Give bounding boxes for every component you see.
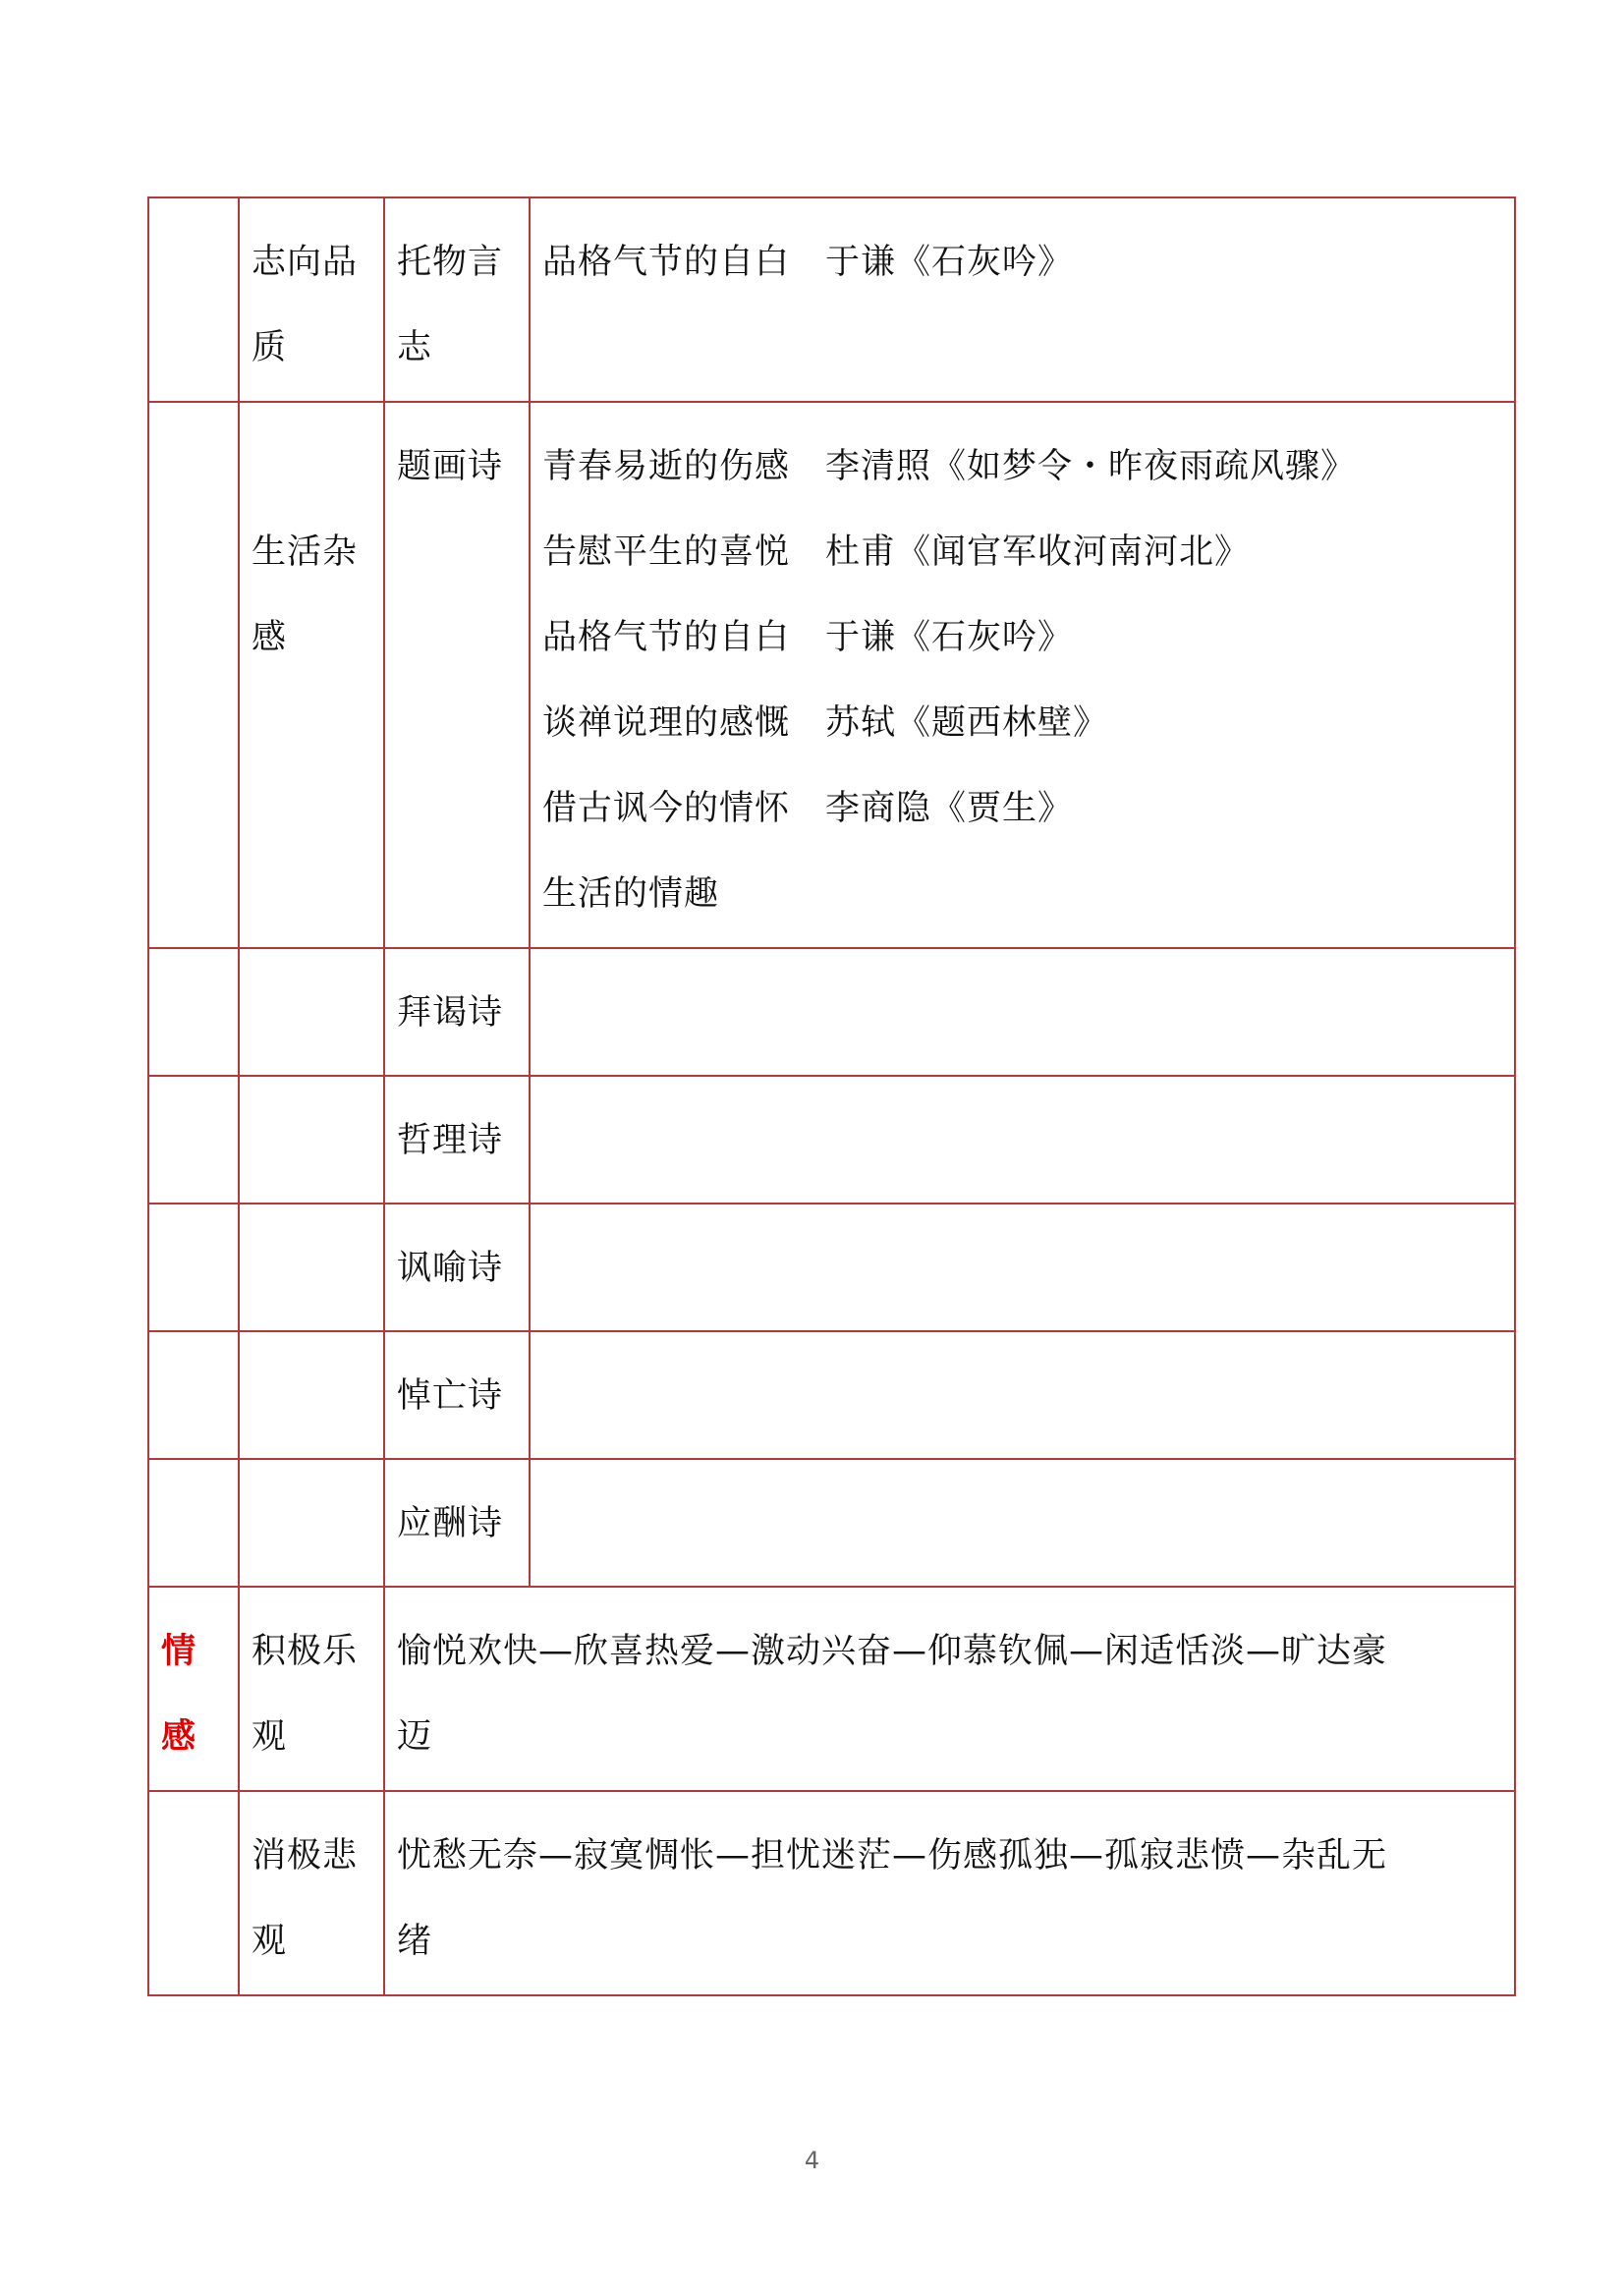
content-cell: 忧愁无奈—寂寞惆怅—担忧迷茫—伤感孤独—孤寂悲愤—杂乱无 绪	[384, 1791, 1515, 1995]
subcategory-cell: 消极悲 观	[239, 1791, 384, 1995]
content-cell: 愉悦欢快—欣喜热爱—激动兴奋—仰慕钦佩—闲适恬淡—旷达豪 迈	[384, 1587, 1515, 1791]
subcategory-cell: 志向品 质	[239, 197, 384, 402]
content-cell	[530, 948, 1515, 1076]
table-row	[148, 1791, 1515, 1995]
poem-type-cell: 悼亡诗	[384, 1331, 530, 1459]
emotion-category-cell: 情 感	[148, 1587, 239, 1791]
poem-type-cell: 哲理诗	[384, 1076, 530, 1204]
poem-type-cell: 讽喻诗	[384, 1204, 530, 1331]
content-cell	[530, 1204, 1515, 1331]
poem-type-cell: 托物言 志	[384, 197, 530, 402]
page-number: 4	[804, 2147, 820, 2174]
table-row	[148, 948, 1515, 1076]
table-row	[148, 402, 1515, 948]
category-cell	[148, 197, 239, 402]
subcategory-cell: 生活杂 感	[239, 402, 384, 948]
table-row	[148, 1587, 1515, 1791]
category-cell	[148, 402, 239, 948]
poetry-classification-table	[147, 196, 1516, 1996]
table-row	[148, 1204, 1515, 1331]
content-cell: 青春易逝的伤感 李清照《如梦令・昨夜雨疏风骤》 告慰平生的喜悦 杜甫《闻官军收河南河北》 品格气节的自白 于谦《石灰吟》 谈禅说理的感慨 苏轼《题西林壁》 借古讽今的情怀 李商隐《贾生》 生活的情趣	[530, 402, 1515, 948]
content-cell	[530, 1076, 1515, 1204]
poem-type-cell: 题画诗	[384, 402, 530, 948]
subcategory-cell: 积极乐 观	[239, 1587, 384, 1791]
content-cell: 品格气节的自白 于谦《石灰吟》	[530, 197, 1515, 402]
table-row	[148, 1331, 1515, 1459]
table-row	[148, 1076, 1515, 1204]
content-cell	[530, 1331, 1515, 1459]
table-row	[148, 197, 1515, 402]
poem-type-cell: 应酬诗	[384, 1459, 530, 1587]
table-row	[148, 1459, 1515, 1587]
content-cell	[530, 1459, 1515, 1587]
poem-type-cell: 拜谒诗	[384, 948, 530, 1076]
